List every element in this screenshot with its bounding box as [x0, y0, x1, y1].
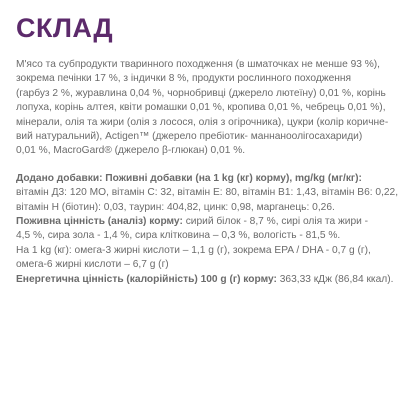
energy-value: 363,33 кДж (86,84 ккал). — [276, 273, 394, 285]
product-composition-panel — [16, 12, 399, 287]
energy-heading: Енергетична цінність (калорійність) 100 g (г) корму: — [16, 273, 277, 285]
composition-line: вий натуральний), Actigen™ (джерело пребіотик- маннаноолігосахариди) — [16, 131, 363, 143]
energy-line — [16, 273, 392, 287]
section-title: СКЛАД — [16, 13, 114, 43]
composition-line: зокрема печінки 17 %, з індички 8 %, продукти рослинного походження — [16, 73, 352, 85]
composition-line: 0,01 %, MacroGard® (джерело β-глюкан) 0,01 %. — [16, 145, 246, 157]
vitamins-line: вітамін Н (біотин): 0,03, таурин: 404,82, цинк: 0,98, марганець: 0,26. — [16, 201, 335, 213]
composition-line: (гарбуз 2 %, журавлина 0,04 %, чорнобривці (джерело лютеїну) 0,01 %, корінь — [16, 87, 386, 99]
fatty-acids-line: омега-6 жирні кислоти – 6,7 g (г) — [16, 259, 169, 271]
analysis-paragraph — [16, 172, 399, 287]
fatty-acids-line: На 1 kg (кг): омега-3 жирні кислоти – 1,1 g (г), зокрема EPA / DHA - 0,7 g (г), — [16, 244, 371, 256]
nutrition-line — [16, 215, 392, 229]
composition-line: лопуха, корінь алтея, квіти ромашки 0,01 %, кропива 0,01 %, чебрець 0,01 %), — [16, 102, 386, 114]
nutrition-values: сирий білок - 8,7 %, сирі олія та жири - — [182, 216, 369, 228]
additives-heading: Додано добавки: Поживні добавки (на 1 kg (кг) корму), mg/kg (мг/кг): — [16, 172, 362, 184]
composition-line: мінерали, олія та жири (олія з лосося, олія з огірочника), цукри (колір коричне- — [16, 116, 389, 128]
vitamins-line: вітамін Д3: 120 МО, вітамін С: 32, вітамін Е: 80, вітамін В1: 1,43, вітамін В6: 0,22, — [16, 187, 399, 199]
composition-paragraph — [16, 58, 392, 159]
composition-line: М'ясо та субпродукти тваринного походження (в шматочках не менше 93 %), — [16, 59, 381, 70]
nutrition-line: 4,5 %, сира зола - 1,4 %, сира клітковина – 0,3 %, вологість - 81,5 %. — [16, 230, 341, 242]
nutrition-heading: Поживна цінність (аналіз) корму: — [16, 216, 183, 228]
